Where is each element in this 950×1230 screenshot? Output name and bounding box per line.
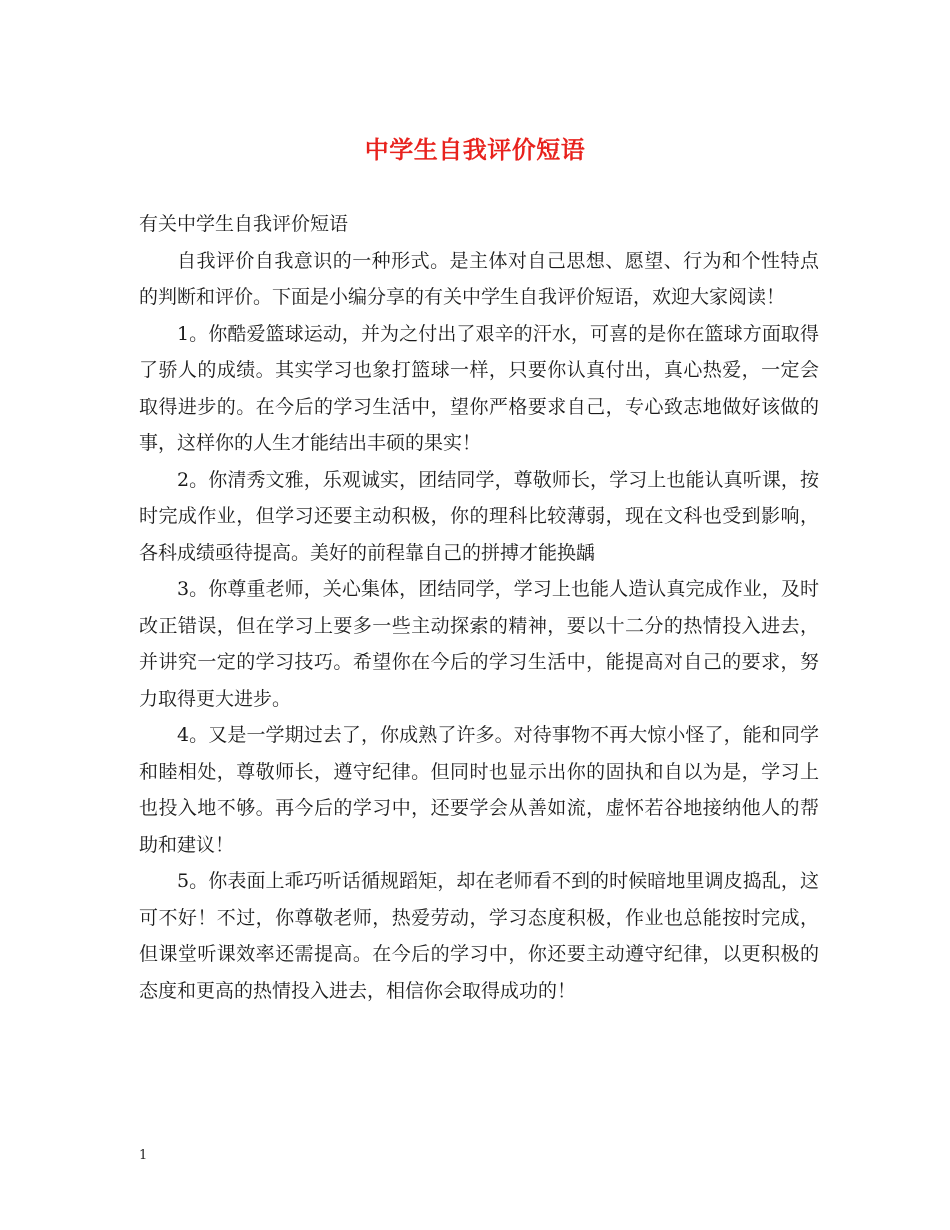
document-title: 中学生自我评价短语 (364, 135, 586, 164)
paragraph-1: 1。你酷爱篮球运动，并为之付出了艰辛的汗水，可喜的是你在篮球方面取得了骄人的成绩。其实学习也象打篮球一样，只要你认真付出，真心热爱，一定会取得进步的。在今后的学习生活中，望你严格要求自己，专心致志地做好该做的事，这样你的人生才能结出丰硕的果实！ (139, 322, 819, 454)
document-body (139, 206, 819, 1009)
page-number: 1 (139, 1148, 148, 1163)
paragraph-5: 5。你表面上乖巧听话循规蹈矩，却在老师看不到的时候暗地里调皮捣乱，这可不好！不过，你尊敬老师，热爱劳动，学习态度积极，作业也总能按时完成，但课堂听课效率还需提高。在今后的学习中，你还要主动遵守纪律，以更积极的态度和更高的热情投入进去，相信你会取得成功的！ (139, 870, 819, 1002)
paragraph-2: 2。你清秀文雅，乐观诚实，团结同学，尊敬师长，学习上也能认真听课，按时完成作业，但学习还要主动积极，你的理科比较薄弱，现在文科也受到影响，各科成绩亟待提高。美好的前程靠自己的拼搏才能换龋 (139, 468, 819, 564)
document-subtitle: 有关中学生自我评价短语 (139, 213, 349, 235)
paragraph-4: 4。又是一学期过去了，你成熟了许多。对待事物不再大惊小怪了，能和同学和睦相处，尊敬师长，遵守纪律。但同时也显示出你的固执和自以为是，学习上也投入地不够。再今后的学习中，还要学会从善如流，虚怀若谷地接纳他人的帮助和建议！ (139, 724, 819, 856)
paragraph-3: 3。你尊重老师，关心集体，团结同学，学习上也能人造认真完成作业，及时改正错误，但在学习上要多一些主动探索的精神，要以十二分的热情投入进去，并讲究一定的学习技巧。希望你在今后的学习生活中，能提高对自己的要求，努力取得更大进步。 (139, 578, 819, 710)
paragraph-intro: 自我评价自我意识的一种形式。是主体对自己思想、愿望、行为和个性特点的判断和评价。下面是小编分享的有关中学生自我评价短语，欢迎大家阅读！ (139, 249, 819, 308)
